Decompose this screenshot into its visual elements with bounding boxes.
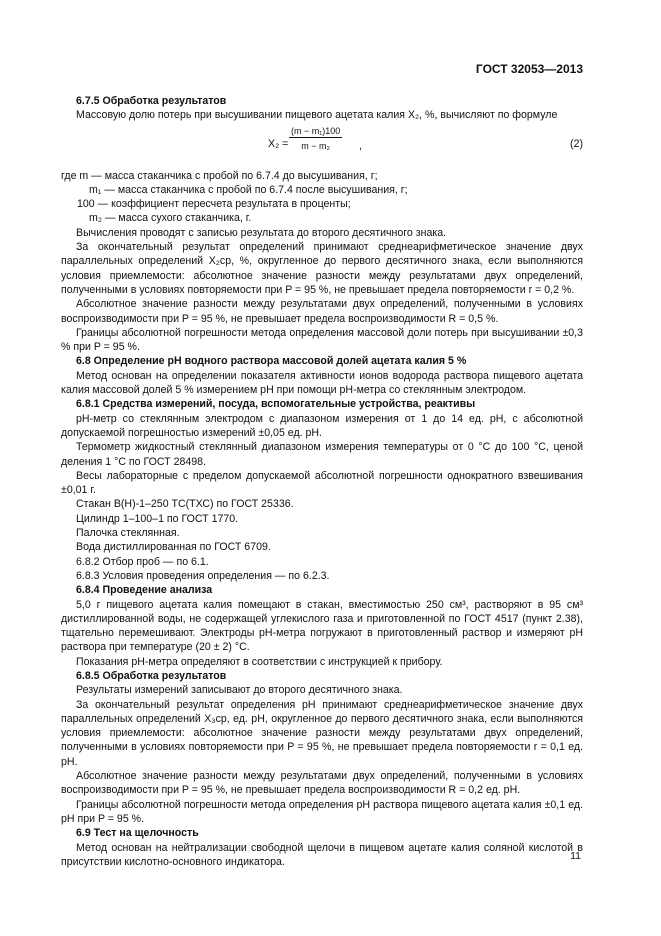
list-item: Цилиндр 1–100–1 по ГОСТ 1770. [76,512,239,525]
where-item: 100 — коэффициент пересчета результата в проценты; [77,198,351,211]
formula-2 [61,125,583,165]
section-6-7-5-title: 6.7.5 Обработка результатов [76,95,227,107]
paragraph: Термометр жидкостный стеклянный диапазоном измерения температуры от 0 °C до 100 °C, ценой деления 1 °C по ГОСТ 28498. [61,441,583,468]
section-6-8-1-title: 6.8.1 Средства измерений, посуда, вспомогательные устройства, реактивы [76,398,476,411]
formula-intro: Массовую долю потерь при высушивании пищевого ацетата калия X₂, %, вычисляют по формуле [76,109,558,122]
section-6-8-title: 6.8 Определение pH водного раствора массовой долей ацетата калия 5 % [76,355,467,368]
list-item: Вода дистиллированная по ГОСТ 6709. [76,541,271,554]
list-item: 6.8.3 Условия проведения определения — по 6.2.3. [76,569,330,582]
paragraph: Показания pH-метра определяют в соответствии с инструкцией к прибору. [76,655,443,668]
formula-fraction [289,125,342,152]
list-item: 6.8.2 Отбор проб — по 6.1. [76,555,209,568]
section-6-9-title: 6.9 Тест на щелочность [76,827,199,840]
formula-comma: , [359,139,362,152]
page-number: 11 [570,850,581,862]
paragraph: Границы абсолютной погрешности метода определения pH раствора пищевого ацетата калия ±0,1 ед. pH при P = 95 %. [61,798,583,825]
list-item: Палочка стеклянная. [76,527,180,540]
paragraph: Границы абсолютной погрешности метода определения массовой доли потерь при высушивании ±0,3 % при P = 95 %. [61,326,583,354]
formula-number: (2) [570,137,583,150]
paragraph: Абсолютное значение разности между результатами двух определений, полученными в условиях воспроизводимости при P = 95 %, не превышает предела воспроизводимости R = 0,2 ед. pH. [61,770,583,797]
paragraph: За окончательный результат определений принимают среднеарифметическое значение двух параллельных определений X₂ср, %, округленное до первого десятичного знака, если выполняются условия приемлемости: абсолютное значение разности между результатами двух определений, полученными в условиях повторяемости при P = 95 %, не превышает предела повторяемости r = 0,2 %. [61,241,583,296]
where-list [61,169,583,226]
formula-denominator: m − m₂ [301,140,331,151]
formula-lhs: X₂ = [268,137,289,150]
paragraph: 5,0 г пищевого ацетата калия помещают в стакан, вместимостью 250 см³, растворяют в 95 см³ дистиллированной воды, не содержащей углекислого газа и приготовленной по ГОСТ 4517 (пункт 2.38), тщательно перемешивают. Электроды pH-метра погружают в приготовленный раствор и измеряют pH раствора при температуре (20 ± 2) °C. [61,598,583,654]
section-6-8-5-title: 6.8.5 Обработка результатов [76,669,227,682]
paragraph: Метод основан на нейтрализации свободной щелочи в пищевом ацетате калия соляной кислотой в присутствии кислотно-основного индикатора. [61,841,583,868]
paragraph: За окончательный результат определения pH принимают среднеарифметическое значение двух параллельных определений X₃ср, ед. pH, округленное до первого десятичного знака, если выполняются условия приемлемости: абсолютное значение разности между результатами двух определений, полученными в условиях повторяемости при P = 95 %, не превышает предела повторяемости r = 0,1 ед. pH. [61,698,583,768]
paragraph: Весы лабораторные с пределом допускаемой абсолютной погрешности однократного взвешивания ±0,01 г. [61,469,583,497]
page-body [61,94,583,869]
list-item: Стакан В(Н)-1–250 ТС(ТХС) по ГОСТ 25336. [76,498,294,511]
paragraph: Вычисления проводят с записью результата до второго десятичного знака. [76,226,447,239]
formula-numerator: (m − m₁)100 [291,125,341,136]
paragraph: Результаты измерений записывают до второго десятичного знака. [76,684,403,697]
paragraph: pH-метр со стеклянным электродом с диапазоном измерения от 1 до 14 ед. pH, с абсолютной допускаемой погрешностью измерений ±0,05 ед. pH. [61,412,583,439]
where-item: где m — масса стаканчика с пробой по 6.7.4 до высушивания, г; [61,169,378,182]
where-item: m₁ — масса стаканчика с пробой по 6.7.4 после высушивания, г; [89,183,408,196]
paragraph: Метод основан на определении показателя активности ионов водорода раствора пищевого ацетата калия массовой долей 5 % измерением pH при помощи pH-метра со стеклянным электродом. [61,369,583,397]
where-item: m₂ — масса сухого стаканчика, г. [89,212,252,225]
document-header: ГОСТ 32053—2013 [475,62,583,76]
section-6-8-4-title: 6.8.4 Проведение анализа [76,584,213,597]
paragraph: Абсолютное значение разности между результатами двух определений, полученными в условиях воспроизводимости при P = 95 %, не превышает предела воспроизводимости R = 0,5 %. [61,298,583,325]
